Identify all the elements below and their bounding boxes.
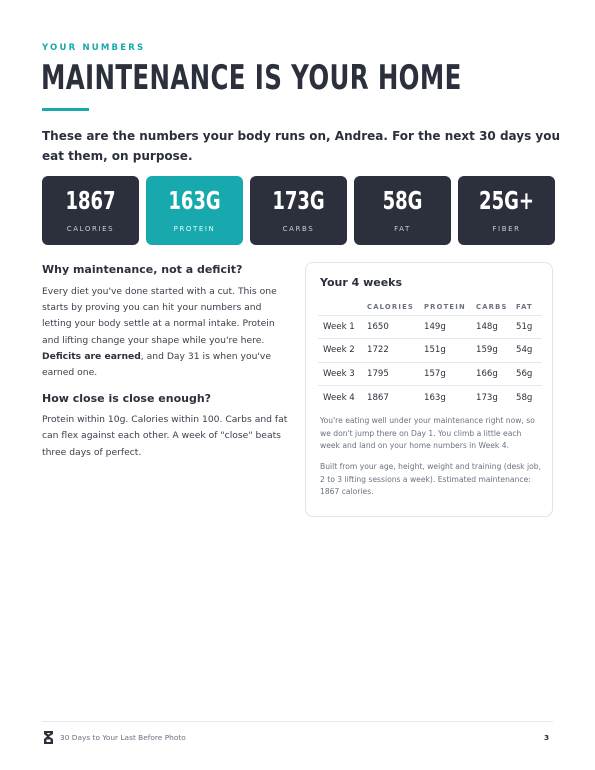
table-cell: 163g <box>419 386 471 410</box>
table-row <box>318 386 542 410</box>
stat-carbs <box>250 176 347 245</box>
stat-protein <box>146 176 243 245</box>
column-header: CALORIES <box>367 302 415 311</box>
page-number: 3 <box>544 733 550 742</box>
stat-calories <box>42 176 139 245</box>
explanation-column <box>42 263 292 461</box>
stat-value: 25G+ <box>479 186 534 215</box>
why-text-2: , and Day 31 is when you've earned one. <box>42 350 272 379</box>
table-cell: 56g <box>511 362 542 386</box>
table-cell: 149g <box>419 315 471 339</box>
footer-title: 30 Days to Your Last Before Photo <box>60 733 186 742</box>
stat-fiber <box>458 176 555 245</box>
stat-label: FIBER <box>492 225 521 233</box>
table-cell: Week 3 <box>318 362 362 386</box>
weeks-card <box>305 262 553 517</box>
table-cell: 151g <box>419 339 471 363</box>
weeks-card-title: Your 4 weeks <box>320 276 403 289</box>
column-header: PROTEIN <box>424 302 466 311</box>
table-cell: 1795 <box>362 362 419 386</box>
table-header-row <box>318 299 542 315</box>
page-title: MAINTENANCE IS YOUR HOME <box>41 58 462 98</box>
table-cell: Week 1 <box>318 315 362 339</box>
stat-label: CARBS <box>282 225 315 233</box>
table-cell: Week 4 <box>318 386 362 410</box>
weeks-note-progression: You're eating well under your maintenance right now, so we don't jump there on Day 1. You climb a little each week and land on your home numbers in Week 4. <box>320 416 535 451</box>
close-paragraph: Protein within 10g. Calories within 100. Carbs and fat can flex against each other. A week of "close" beats three days of perfect. <box>42 414 288 458</box>
why-text-1: Every diet you've done started with a cut. This one starts by proving you can hit your numbers and letting your body settle at a normal intake. Protein and lifting change your shape while you're here. <box>42 286 277 346</box>
lead-text: These are the numbers your body runs on, Andrea. For the next 30 days you eat them, on purpose. <box>42 129 561 163</box>
stat-value: 163G <box>168 186 221 215</box>
table-cell: 148g <box>471 315 511 339</box>
stat-value: 58G <box>382 186 423 215</box>
table-cell: 51g <box>511 315 542 339</box>
close-heading: How close is close enough? <box>42 392 212 406</box>
stat-label: FAT <box>394 225 411 233</box>
table-cell: 166g <box>471 362 511 386</box>
macro-stats <box>42 176 555 245</box>
table-row <box>318 315 542 339</box>
stat-label: CALORIES <box>66 225 115 233</box>
footer-divider <box>42 721 553 722</box>
table-cell: 1650 <box>362 315 419 339</box>
why-paragraph <box>42 284 292 381</box>
table-cell: 58g <box>511 386 542 410</box>
brand-logo-icon <box>42 730 55 745</box>
why-bold: Deficits are earned <box>42 350 141 362</box>
title-underline <box>42 108 89 111</box>
table-cell: Week 2 <box>318 339 362 363</box>
why-heading: Why maintenance, not a deficit? <box>42 263 243 276</box>
stat-fat <box>354 176 451 245</box>
eyebrow: YOUR NUMBERS <box>42 43 146 53</box>
column-header: CARBS <box>476 302 508 311</box>
stat-value: 1867 <box>65 186 116 215</box>
table-row <box>318 362 542 386</box>
table-cell: 1867 <box>362 386 419 410</box>
weeks-table <box>318 299 542 409</box>
stat-label: PROTEIN <box>173 225 216 233</box>
table-row <box>318 339 542 363</box>
table-cell: 1722 <box>362 339 419 363</box>
table-cell: 54g <box>511 339 542 363</box>
stat-value: 173G <box>272 186 325 215</box>
table-cell: 159g <box>471 339 511 363</box>
column-header <box>318 299 362 315</box>
table-cell: 173g <box>471 386 511 410</box>
column-header: FAT <box>516 302 533 311</box>
table-cell: 157g <box>419 362 471 386</box>
weeks-note-basis: Built from your age, height, weight and training (desk job, 2 to 3 lifting sessions a week). Estimated maintenance: 1867 calories. <box>320 462 541 497</box>
